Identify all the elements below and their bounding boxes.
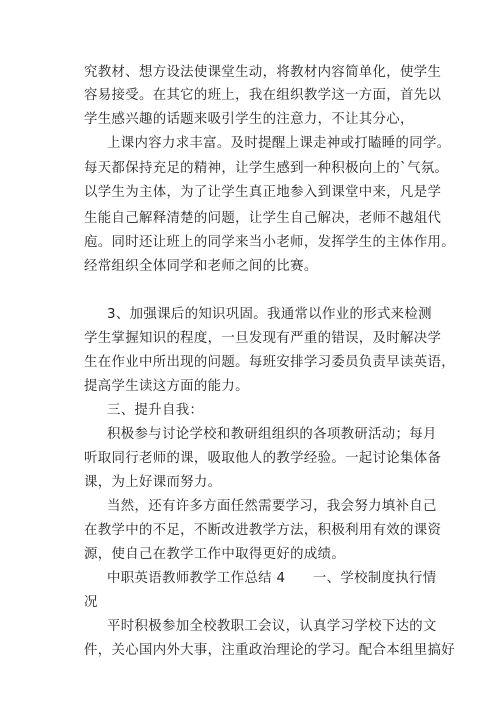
text-line: 当然，还有许多方面任然需要学习，我会努力填补自己: [107, 499, 437, 514]
text-line: 容易接受。在其它的班上，我在组织教学这一方面，首先以: [84, 88, 442, 103]
text-line: 课，为上好课而努力。: [84, 475, 222, 490]
text-line: 源，使自己在教学工作中取得更好的成绩。: [84, 547, 346, 562]
text-line: 3、加强课后的知识巩固。我通常以作业的形式来检测: [107, 307, 432, 322]
text-line: 生能自己解释清楚的问题，让学生自己解决，老师不越俎代: [84, 211, 442, 226]
text-line: 积极参与讨论学校和教研组组织的各项教研活动；每月: [107, 427, 437, 442]
text-line: 上课内容力求丰富。及时提醒上课走神或打瞌睡的同学。: [107, 136, 451, 151]
text-line: 生在作业中所出现的问题。每班安排学习委员负责早读英语，: [84, 355, 455, 370]
text-line: 学生掌握知识的程度，一旦发现有严重的错误，及时解决学: [84, 331, 442, 346]
title-line: 中职英语教师教学工作总结 4 一、学校制度执行情: [107, 571, 437, 586]
text-line: 平时积极参加全校教职工会议，认真学习学校下达的文: [107, 619, 437, 634]
text-line: 每天都保持充足的精神，让学生感到一种积极向上的`气氛。: [84, 161, 449, 176]
text-line: 提高学生读这方面的能力。: [84, 379, 249, 394]
text-line: 庖。同时还让班上的同学来当小老师，发挥学生的主体作用。: [84, 235, 455, 250]
text-line: 究教材、想方设法使课堂生动，将教材内容简单化，使学生: [84, 65, 442, 80]
text-line: 学生感兴趣的话题来吸引学生的注意力，不让其分心，: [84, 112, 414, 127]
section-heading: 三、提升自我：: [107, 403, 204, 418]
text-line: 以学生为主体，为了让学生真正地参入到课堂中来，凡是学: [84, 185, 442, 200]
text-line: 听取同行老师的课，吸取他人的教学经验。一起讨论集体备: [84, 451, 442, 466]
text-line: 经常组织全体同学和老师之间的比赛。: [84, 259, 318, 274]
text-line: 况: [84, 595, 98, 610]
text-line: 件，关心国内外大事，注重政治理论的学习。配合本组里搞好: [84, 643, 455, 658]
text-line: 在教学中的不足，不断改进教学方法，积极利用有效的课资: [84, 523, 442, 538]
